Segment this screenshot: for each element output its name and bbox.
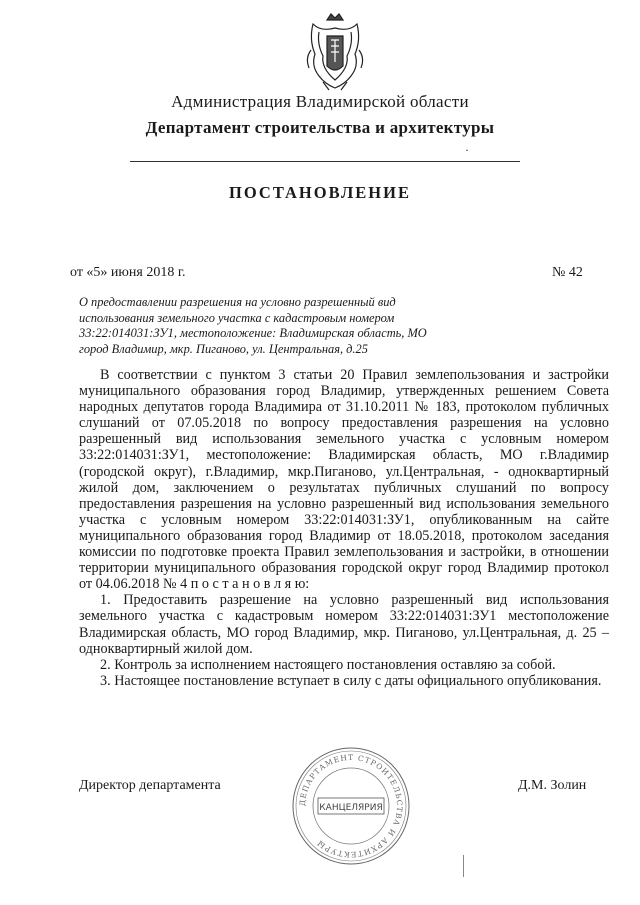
document-number: № 42 [552,265,583,280]
coat-of-arms-emblem [305,10,365,92]
body-item-1: 1. Предоставить разрешение на условно разрешенный вид использования земельного участка с кадастровым номером 33:22:014031:ЗУ1 местоположение Владимирская область, МО город Владимир, мкр. Пиганово, ул.Центральная, д. 25 – одноквартирный жилой дом. [79,592,609,657]
signatory-position: Директор департамента [79,778,221,793]
office-stamp [290,745,412,867]
signatory-name: Д.М. Золин [518,778,587,793]
document-subject: О предоставлении разрешения на условно разрешенный вид использования земельного участка с кадастровым номером 33:22:014031:ЗУ1, местоположение: Владимирская область, МО город Владимир, мкр. Пиганово, ул. Центральная, д.25 [79,295,427,356]
document-body [79,367,609,689]
stray-mark: · [465,143,469,157]
document-type-title: ПОСТАНОВЛЕНИЕ [229,183,411,202]
stamp-ring-text: ДЕПАРТАМЕНТ СТРОИТЕЛЬСТВА И АРХИТЕКТУРЫ [297,752,405,860]
document-date: от «5» июня 2018 г. [70,265,186,280]
body-preamble: В соответствии с пунктом 3 статьи 20 Правил землепользования и застройки муниципального образования город Владимир, утвержденных решением Совета народных депутатов города Владимира от 31.10.2011 № 183, протоколом публичных слушаний от 07.05.2018 по вопросу предоставления разрешения на условно разрешенный вид использования земельного участка с условным номером 33:22:014031:ЗУ1, местоположение: Владимирская область, МО г.Владимир (городской округ), г.Владимир, мкр.Пиганово, ул.Центральная, - одноквартирный жилой дом, заключением о результатах публичных слушаний по вопросу предоставления разрешения на условно разрешенный вид использования земельного участка с условным номером 33:22:014031:ЗУ1, опубликованным на сайте муниципального образования город Владимир от 18.05.2018, протоколом заседания комиссии по подготовке проекта Правил землепользования и застройки, в отношении территории муниципального образования городской округ город Владимир протокол от 04.06.2018 № 4 п о с т а н о в л я ю: [79,367,609,593]
body-item-2: 2. Контроль за исполнением настоящего постановления оставляю за собой. [100,656,556,673]
department-name: Департамент строительства и архитектуры [145,118,495,137]
stamp-center-text: КАНЦЕЛЯРИЯ [319,803,383,813]
header-divider [130,161,520,162]
body-item-3: 3. Настоящее постановление вступает в силу с даты официального опубликования. [100,672,602,689]
margin-mark [463,855,464,877]
administration-name: Администрация Владимирской области [171,92,469,111]
